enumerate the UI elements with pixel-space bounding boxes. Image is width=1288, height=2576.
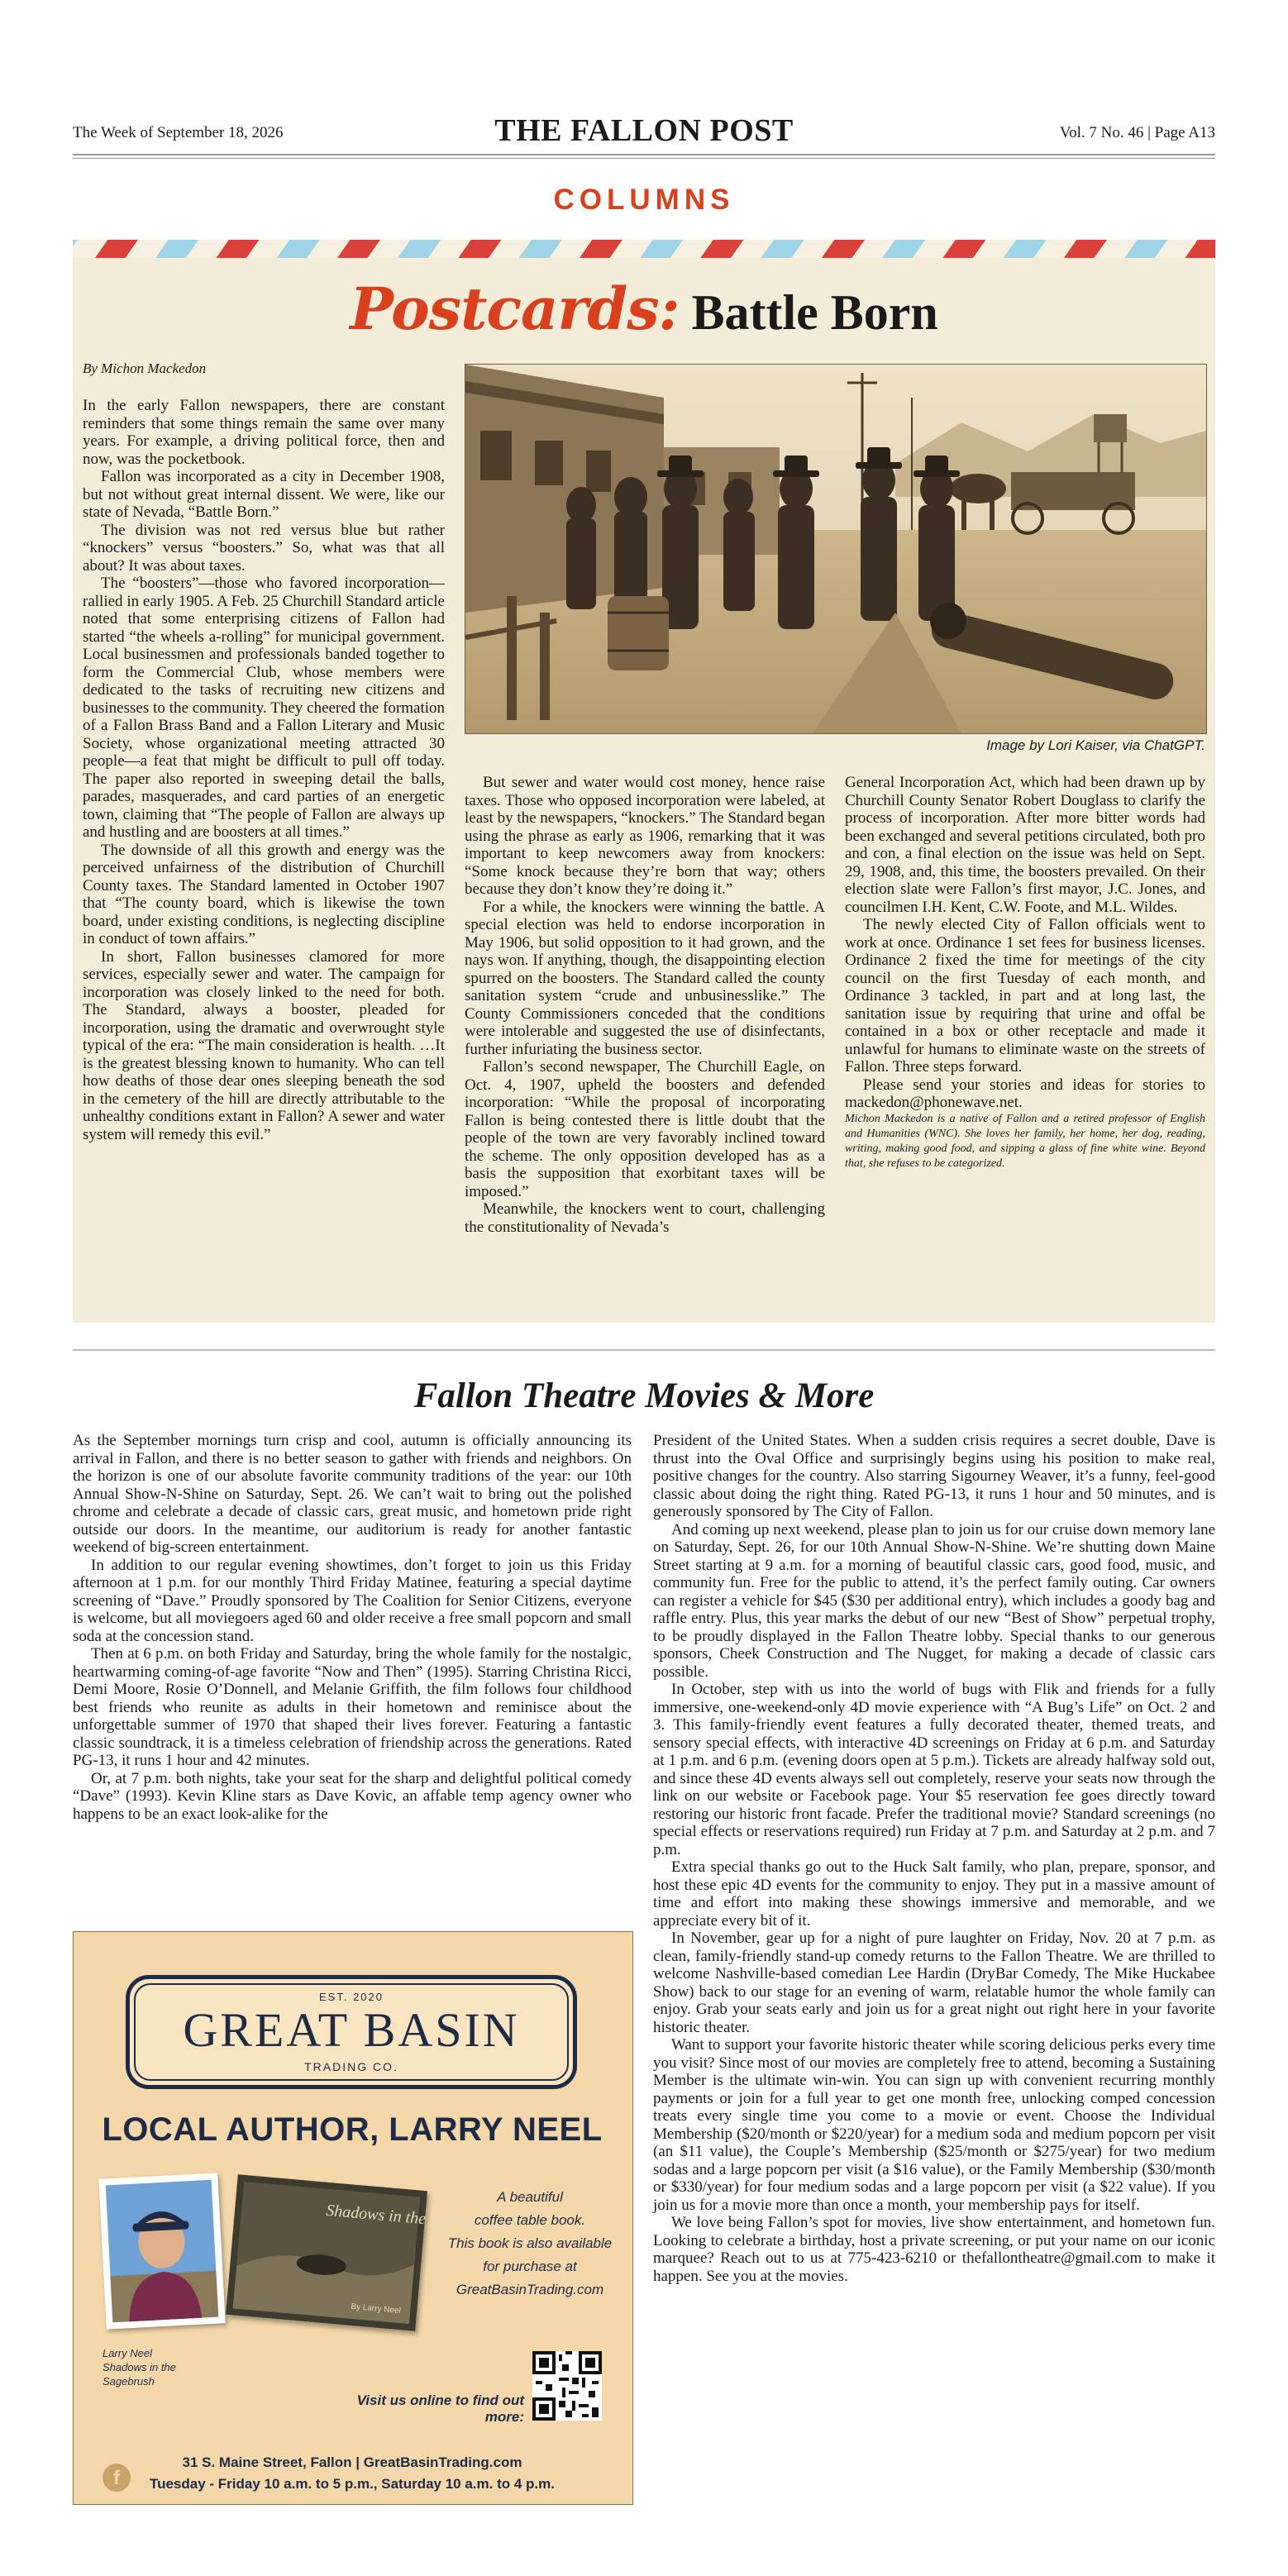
paragraph: President of the United States. When a sudden crisis requires a secret double, Dave is thrust into the Oval Office and surprisingly begins using his position to make real, positive changes for the country. Also starring Sigourney Weaver, it’s a funny, feel-good classic about doing the right thing. Rated PG-13, it runs 1 hour and 50 minutes, and is generously sponsored by The City of Fallon. (653, 1432, 1215, 1520)
ad-blurb (441, 2186, 618, 2302)
theatre-column-2 (653, 1432, 1215, 2285)
brand-name: GREAT BASIN (183, 2003, 520, 2057)
paragraph: Or, at 7 p.m. both nights, take your seat for the sharp and delightful political comedy “Dave” (1993). Kevin Kline stars as Dave Kovic, an affable temp agency owner who happens to be an exact look-alike for the (73, 1769, 632, 1823)
paragraph: The division was not red versus blue but rather “knockers” versus “boosters.” So, what was that all about? It was about taxes. (83, 521, 445, 575)
postcards-script-title: Postcards (350, 274, 659, 343)
paragraph: And coming up next weekend, please plan to join us for our cruise down memory lane on Saturday, Sept. 26, for our 10th Annual Show-N-Shine. We’re shutting down Maine Street starting at 9 a.m. for a morning of beautiful classic cars, good food, music, and community fun. Free for the public to attend, it’s the perfect family outing. Car owners can register a vehicle for $45 ($30 per additional entry), which includes a goody bag and raffle entry. Plus, this year marks the debut of our new “Best of Show” perpetual trophy, to be proudly displayed in the Fallon Theatre lobby. Special thanks to our generous sponsors, Cheek Construction and The Nugget, for making a decade of classic cars possible. (653, 1520, 1215, 1681)
paragraph: In November, gear up for a night of pure laughter on Friday, Nov. 20 at 7 p.m. as clean, family-friendly stand-up comedy returns to the Fallon Theatre. We are thrilled to welcome Nashville-based comedian Lee Hardin (DryBar Comedy, The Mike Huckabee Show) back to our stage for an evening of warm, relatable humor the whole family can enjoy. Grab your seats early and join us for a great night out right here in your favorite historic theater. (653, 1930, 1215, 2036)
masthead-rule-thin (73, 158, 1215, 159)
postcards-column-1 (83, 397, 445, 1143)
qr-code-graphic (532, 2351, 602, 2421)
paragraph: Then at 6 p.m. on both Friday and Saturday, bring the whole family for the nostalgic, heartwarming coming-of-age favorite “Now and Then” (1995). Starring Christina Ricci, Demi Moore, Rosie O’Donnell, and Melanie Griffith, the film follows four childhood best friends who reunite as adults in their hometown and reminisce about the unforgettable summer of 1970 that shaped their lives forever. Featuring a fantastic classic soundtrack, it is a timeless celebration of friendship across the generations. Rated PG-13, it runs 1 hour and 42 minutes. (73, 1645, 632, 1769)
qr-code-icon[interactable] (532, 2351, 602, 2421)
paragraph: In October, step with us into the world of bugs with Flik and friends for a fully immersive, one-weekend-only 4D movie experience with “A Bug’s Life” on Oct. 2 and 3. This family-friendly event features a fully decorated theater, themed treats, and sensory special effects, with interactive 4D screenings on Friday at 6 p.m. and Saturday at 1 p.m. and 6 p.m. (evening doors open at 5 p.m.). Tickets are already halfway sold out, and since these 4D events always sell out completely, reserve your seats now through the link on our website or Facebook page. Your $5 reservation fee goes directly toward restoring our historic front facade. Prefer the traditional movie? Standard screenings (no special effects or reservations required) run Friday at 7 p.m. and Saturday at 2 p.m. and 7 p.m. (653, 1681, 1215, 1858)
paragraph: But sewer and water would cost money, hence raise taxes. Those who opposed incorporation were labeled, at least by the newspapers, “knockers.” The Standard began using the phrase as early as 1906, remarking that it was important to keep newcomers away from knockers: “Some knock because they’re born that way; others because they don’t know they’re doing it.” (465, 774, 825, 898)
postcards-column-3 (845, 774, 1205, 1171)
airmail-stripe (73, 240, 1215, 258)
hours-line: Tuesday - Friday 10 a.m. to 5 p.m., Saturday 10 a.m. to 4 p.m. (149, 2476, 555, 2492)
paragraph: Fallon’s second newspaper, The Churchill Eagle, on Oct. 4, 1907, upheld the boosters and defended incorporation: “While the proposal of incorporating Fallon is being contested there is little doubt that the people of the town are very favorably inclined toward the scheme. The only opposition developed has as a basis the supposition that exorbitant taxes will be imposed.” (465, 1058, 825, 1200)
author-photo (98, 2173, 225, 2329)
byline: By Michon Mackedon (83, 360, 207, 376)
paragraph: Want to support your favorite historic theater while scoring delicious perks every time you visit? Since most of our movies are completely free to attend, becoming a Sustaining Member is the ultimate win-win. You can sign up with convenient recurring monthly payments or join for a full year to get one month free, unlocking comped concession treats every single time you come to a movie or event. Choose the Individual Membership ($20/month or $220/year) for a medium soda and medium popcorn per visit (an $11 value), the Couple’s Membership ($25/month or $275/year) for two medium sodas and a large popcorn per visit (a $16 value), or the Family Membership ($30/month or $330/year) for four medium sodas and a large popcorn per visit (a $22 value). If you join us for a movie more than once a month, your membership pays for itself. (653, 2036, 1215, 2214)
postcards-title: Battle Born (691, 285, 938, 340)
paragraph: In the early Fallon newspapers, there are constant reminders that some things remain the same over many years. For example, a driving political force, then and now, was the pocketbook. (83, 397, 445, 468)
paper-name: THE FALLON POST (494, 113, 794, 148)
paragraph: The “boosters”—those who favored incorporation—rallied in early 1905. A Feb. 25 Churchill Standard article noted that some enterprising citizens of Fallon had started “the wheels a-rolling” for municipal government. Local businessmen and professionals banded together to form the Commercial Club, whose members were dedicated to the tasks of recruiting new citizens and businesses to the community. They cheered the formation of a Fallon Brass Band and a Fallon Literary and Music Society, whose organizational meeting attracted 30 people—a feat that might be difficult to pull off today. The paper also reported in sweeping detail the balls, parades, masquerades, and card parties of an energetic town, claiming that “The people of Fallon are always up and hustling and are boosters at all times.” (83, 575, 445, 841)
paragraph: In addition to our regular evening showtimes, don’t forget to join us this Friday afternoon at 1 p.m. for our monthly Third Friday Matinee, featuring a special daytime screening of “Dave.” Proudly sponsored by The Coalition for Senior Citizens, everyone is welcome, but all moviegoers aged 60 and older receive a free small popcorn and small soda at the concession stand. (73, 1556, 632, 1645)
book-author-text: By Larry Neel (350, 2302, 402, 2316)
blurb-line: coffee table book. (474, 2212, 586, 2228)
postcards-column-2 (465, 774, 825, 1236)
blurb-line: This book is also available (447, 2235, 613, 2251)
paragraph: The downside of all this growth and energy was the perceived unfairness of the distribution of Churchill County taxes. The Standard lamented in October 1907 that “The county board, which is likewise the town board, under existing conditions, is neglecting discipline in conduct of town affairs.” (83, 841, 445, 947)
section-divider (73, 1349, 1215, 1351)
paragraph: General Incorporation Act, which had been drawn up by Churchill County Senator Robert Douglass to clarify the process of incorporation. After more bitter words had been exchanged and several petitions circulated, both pro and con, a final election on the issue was held on Sept. 29, 1908, and, this time, the boosters prevailed. On their election slate were Fallon’s first mayor, J.C. Jones, and councilmen I.H. Kent, C.W. Foote, and M.L. Wildes. (845, 774, 1205, 916)
theatre-heading: Fallon Theatre Movies & More (413, 1376, 875, 1415)
author-portrait-icon (106, 2180, 219, 2322)
paragraph: The newly elected City of Fallon officials went to work at once. Ordinance 1 set fees for business licenses. Ordinance 2 fixed the time for meetings of the city council on the first Tuesday of each month, and Ordinance 3 tackled, in part and at long last, the sanitation issue by requiring that urine and offal be contained in a box or other receptacle and made it unlawful for humans to eliminate waste on the streets of Fallon. Three steps forward. (845, 916, 1205, 1076)
paragraph: Meanwhile, the knockers went to court, challenging the constitutionality of Nevada’s (465, 1200, 825, 1236)
paragraph: For a while, the knockers were winning the battle. A special election was held to endorse incorporation in May 1906, but solid opposition to it had grown, and the nays won. If anything, though, the disappointing election spurred on the boosters. The Standard called the county sanitation system “crude and unbusinesslike.” The County Commissioners conceded that the conditions were intolerable and suggested the use of disinfectants, further infuriating the business sector. (465, 898, 825, 1058)
author-bio: Michon Mackedon is a native of Fallon and a retired professor of English and Humanities (WNC). She loves her family, her home, her dog, reading, writing, making good food, and sipping a glass of fine white wine. Beyond that, she refuses to be categorized. (845, 1112, 1205, 1170)
image-credit: Image by Lori Kaiser, via ChatGPT. (986, 737, 1205, 753)
paragraph: Fallon was incorporated as a city in December 1908, but not without great internal dissent. We were, like our state of Nevada, “Battle Born.” (83, 468, 445, 521)
facebook-icon[interactable]: f (103, 2464, 131, 2492)
blurb-line: A beautiful (497, 2189, 563, 2205)
article-illustration (465, 364, 1207, 734)
paragraph: Please send your stories and ideas for stories to mackedon@phonewave.net. (845, 1076, 1205, 1111)
address-line: 31 S. Maine Street, Fallon | GreatBasinTrading.com (182, 2454, 522, 2470)
issue-number: Vol. 7 No. 46 | Page A13 (1059, 124, 1215, 141)
paragraph: In short, Fallon businesses clamored for more services, especially sewer and water. The campaign for incorporation was closely linked to the need for both. The Standard, always a booster, pleaded for incorporation, using the dramatic and overwrought style typical of the era: “The main consideration is health. …It is the greatest blessing known to humanity. Who can tell how deaths of those dear ones sleeping beneath the sod in the cemetery of the hill are directly attributable to the unhealthy conditions extant in Fallon? A sewer and water system will remedy this evil.” (83, 947, 445, 1143)
issue-date: The Week of September 18, 2026 (73, 124, 284, 141)
theatre-column-1 (73, 1432, 632, 1823)
blurb-line: for purchase at (483, 2259, 577, 2274)
book-cover-image (226, 2174, 501, 2330)
postcards-colon: : (658, 274, 680, 343)
brand-subtitle: TRADING CO. (304, 2060, 398, 2073)
brand-est: EST. 2020 (319, 1991, 384, 2003)
visit-online: Visit us online to find out more: (356, 2392, 524, 2425)
paragraph: Extra special thanks go out to the Huck Salt family, who plan, prepare, sponsor, and host these epic 4D events for the community to enjoy. They put in a massive amount of time and effort into making these showings immersive and memorable, and we appreciate every bit of it. (653, 1858, 1215, 1930)
book-cover (226, 2174, 501, 2330)
blurb-link[interactable]: GreatBasinTrading.com (456, 2282, 604, 2297)
book-title-text: Shadows in the Sagebrush (325, 2201, 501, 2235)
paragraph: We love being Fallon’s spot for movies, live show entertainment, and hometown fun. Looking to celebrate a birthday, host a private screening, or put your name on our iconic marquee? Reach out to us at 775-423-6210 or thefallontheatre@gmail.com to make it happen. See you at the movies. (653, 2214, 1215, 2285)
western-town-scene (465, 365, 1206, 733)
paragraph: As the September mornings turn crisp and cool, autumn is officially announcing its arrival in Fallon, and there is no better season to gather with friends and neighbors. On the horizon is one of our absolute favorite community traditions of the year: our 10th Annual Show-N-Shine on Saturday, Sept. 26. We can’t wait to bring out the polished chrome and celebrate a decade of classic cars, great music, and hometown pride right outside our doors. In the meantime, our auditorium is ready for another fantastic weekend of big-screen entertainment. (73, 1432, 632, 1556)
section-label: COLUMNS (553, 184, 735, 216)
ad-headline: LOCAL AUTHOR, LARRY NEEL (102, 2111, 603, 2148)
photo-caption: Larry Neel Shadows in the Sagebrush (103, 2347, 176, 2388)
ad-address (73, 2452, 632, 2495)
masthead-rule (73, 154, 1215, 155)
postcards-heading (73, 274, 1215, 343)
